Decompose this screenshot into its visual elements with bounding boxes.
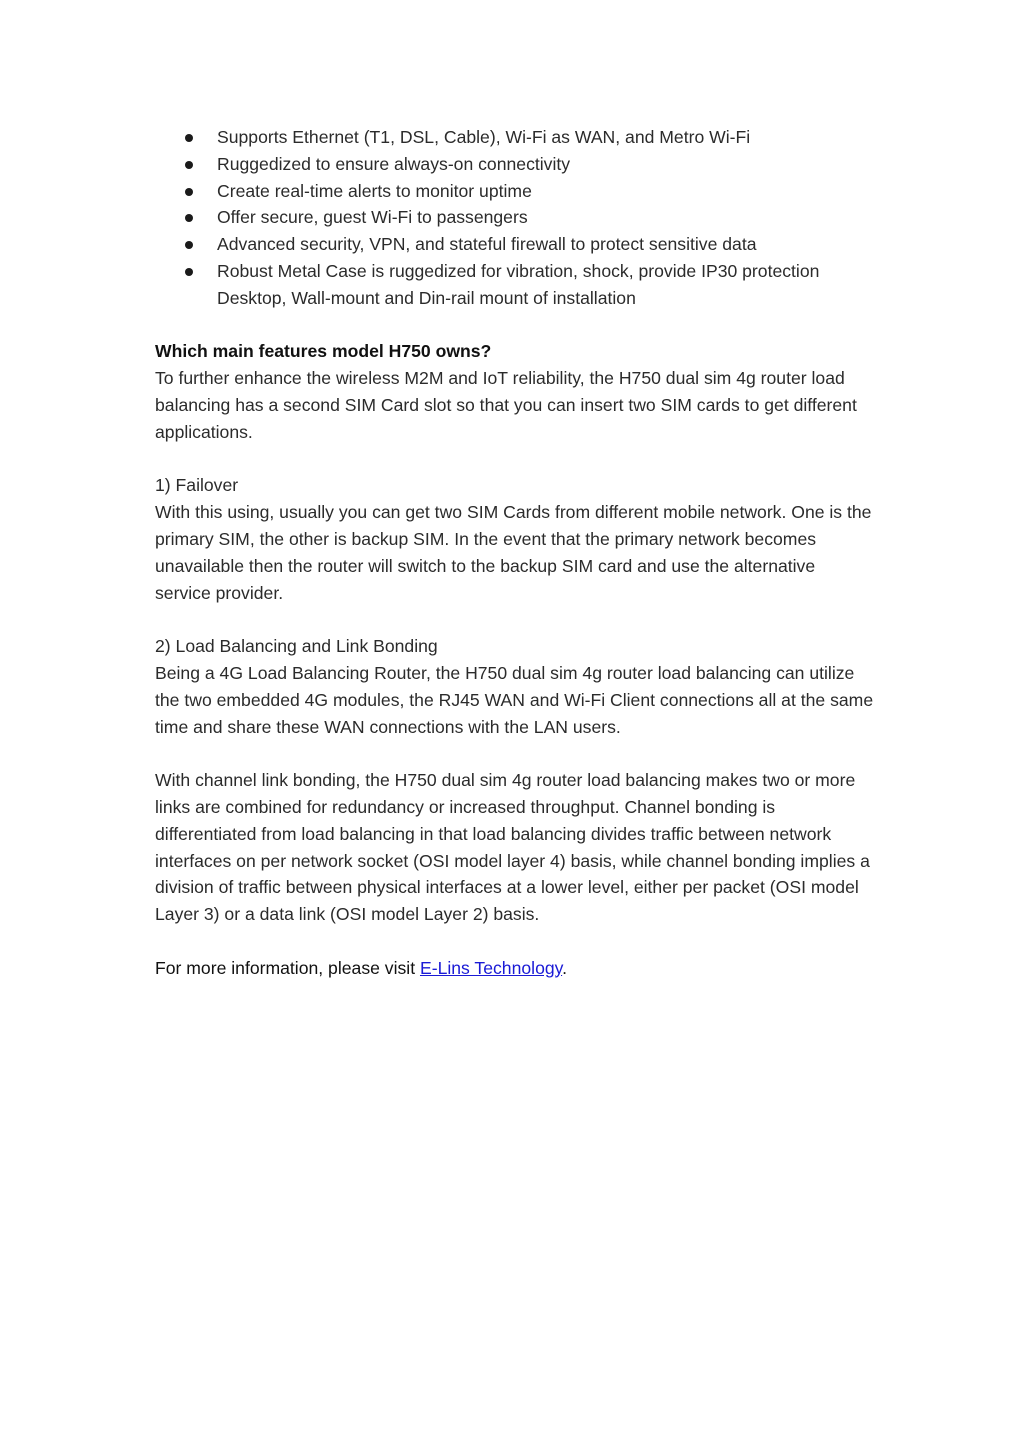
spacer — [155, 312, 875, 339]
spacer — [155, 606, 875, 633]
bullet-icon — [185, 214, 193, 222]
spacer — [155, 740, 875, 767]
load-balancing-paragraph: Being a 4G Load Balancing Router, the H750 dual sim 4g router load balancing can utilize the two embedded 4G modules, the RJ45 WAN and Wi-Fi Client connections all at the same time and share these WAN connections with the LAN users. — [155, 662, 874, 737]
load-balancing-title: 2) Load Balancing and Link Bonding — [155, 636, 438, 657]
bullet-text: Advanced security, VPN, and stateful firewall to protect sensitive data — [217, 234, 757, 255]
list-item — [155, 178, 875, 205]
document-page — [155, 124, 875, 982]
bullet-icon — [185, 161, 193, 169]
features-heading: Which main features model H750 owns? — [155, 341, 492, 362]
bullet-icon — [185, 268, 193, 276]
bullet-text: Ruggedized to ensure always-on connectivity — [217, 153, 571, 174]
list-item — [155, 124, 875, 151]
failover-title: 1) Failover — [155, 475, 239, 496]
bullet-text: Supports Ethernet (T1, DSL, Cable), Wi-Fi as WAN, and Metro Wi-Fi — [217, 127, 751, 147]
bullet-text: Offer secure, guest Wi-Fi to passengers — [217, 207, 528, 228]
bullet-text: Robust Metal Case is ruggedized for vibration, shock, provide IP30 protection Desktop, Wall-mount and Din-rail mount of installation — [217, 260, 820, 308]
spacer — [155, 928, 875, 955]
spacer — [155, 446, 875, 473]
footer-prefix: For more information, please visit — [155, 957, 420, 978]
list-item — [155, 258, 875, 312]
e-lins-technology-link[interactable]: E-Lins Technology — [419, 957, 563, 978]
bullet-icon — [185, 134, 193, 142]
features-intro-paragraph: To further enhance the wireless M2M and IoT reliability, the H750 dual sim 4g router load balancing has a second SIM Card slot so that you can insert two SIM cards to get different applications. — [155, 368, 857, 442]
footer-line — [155, 955, 875, 982]
bullet-icon — [185, 241, 193, 249]
link-bonding-paragraph: With channel link bonding, the H750 dual sim 4g router load balancing makes two or more links are combined for redundancy or increased throughput. Channel bonding is differentiated from load balancing in that load balancing divides traffic between network interfaces on per network socket (OSI model layer 4) basis, while channel bonding implies a division of traffic between physical interfaces at a lower level, either per packet (OSI model Layer 3) or a data link (OSI model Layer 2) basis. — [155, 770, 870, 925]
failover-paragraph: With this using, usually you can get two SIM Cards from different mobile network. One is the primary SIM, the other is backup SIM. In the event that the primary network becomes unavailable then the router will switch to the backup SIM card and use the alternative service provider. — [155, 502, 872, 603]
list-item — [155, 151, 875, 178]
bullet-icon — [185, 188, 193, 196]
bullet-text: Create real-time alerts to monitor uptime — [217, 180, 532, 201]
list-item — [155, 231, 875, 258]
feature-bullet-list — [155, 124, 875, 312]
footer-suffix: . — [562, 957, 568, 978]
list-item — [155, 204, 875, 231]
